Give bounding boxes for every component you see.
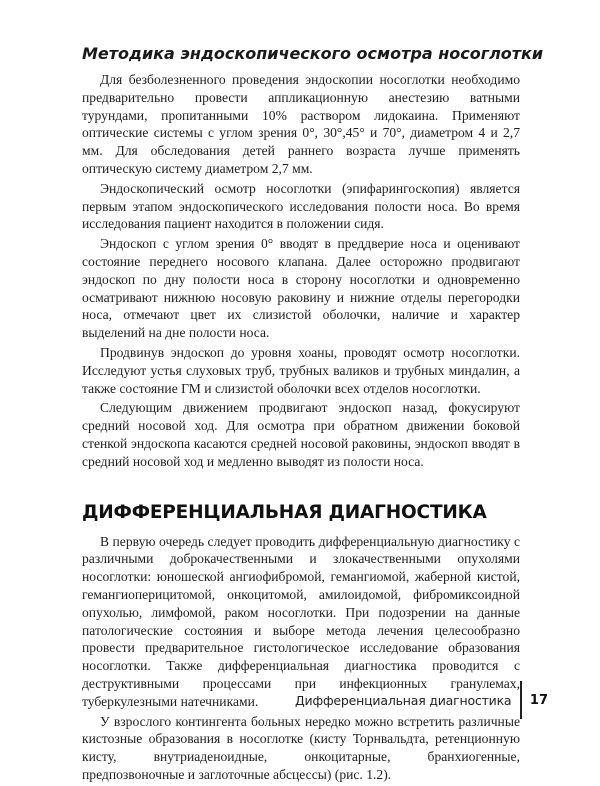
paragraph-middle-meatus: Следующим движением продвигают эндоскоп назад, фокусируют средний носовой ход. Для осмотра при обратном движении боковой стенкой эндоскопа касаются средней носовой раковины, эндоскоп вводят в средний носовой ход и медленно выводят из полости носа. xyxy=(82,400,520,469)
paragraph-anesthesia: Для безболезненного проведения эндоскопии носоглотки необходимо предварительно провести аппликационную анестезию ватными турундами, пропитанными 10% раствором лидокаина. Применяют оптические системы с углом зрения 0°, 30°,45° и 70°, диаметром 4 и 2,7 мм. Для обследования детей раннего возраста лучше применять оптическую систему диаметром 2,7 мм. xyxy=(82,72,520,176)
page-number: 17 xyxy=(529,692,548,708)
subheading: Методика эндоскопического осмотра носоглотки xyxy=(82,44,544,63)
paragraph-epipharyngoscopy: Эндоскопический осмотр носоглотки (эпифарингоскопия) является первым этапом эндоскопического исследования полости носа. Во время исследования пациент находится в положении сидя. xyxy=(82,180,520,232)
running-title: Дифференциальная диагностика xyxy=(294,692,512,708)
page-footer xyxy=(295,681,548,719)
paragraph-endoscope-insertion: Эндоскоп с углом зрения 0° вводят в преддверие носа и оценивают состояние переднего носового клапана. Далее осторожно продвигают эндоскоп по дну полости носа в сторону носоглотки и одновременно осматривают нижнюю носовую раковину и нижние отделы перегородки носа, отмечают цвет их слизистой оболочки, наличие и характер выделений на дне полости носа. xyxy=(82,236,520,341)
section-title: ДИФФЕРЕНЦИАЛЬНАЯ ДИАГНОСТИКА xyxy=(82,501,487,523)
paragraph-nasopharynx-exam: Продвинув эндоскоп до уровня хоаны, проводят осмотр носоглотки. Исследуют устья слуховых труб, трубных валиков и трубных миндалин, а также состояние ГМ и слизистой оболочки всех отделов носоглотки. xyxy=(82,344,520,396)
paragraph-differential-tumors: В первую очередь следует проводить дифференциальную диагностику с различными доброкачественными и злокачественными опухолями носоглотки: юношеской ангиофибромой, гемангиомой, жаберной кистой, гемангиоперицитомой, онкоцитомой, амилоидомой, фибромиксоидной опухолью, лимфомой, раком носоглотки. При подозрении на данные патологические состояния и выборе метода лечения целесообразно провести предварительное гистологическое исследование образования носоглотки. Также дифференциальная диагностика проводится с деструктивными процессами при инфекционных гранулемах, туберкулезными натечниками. xyxy=(82,533,520,709)
paragraph-cystic-lesions: У взрослого контингента больных нередко можно встретить различные кистозные образования в носоглотке (кисту Торнвальдта, ретенционную кисту, внутриаденоидные, онкоцитарные, бранхиогенные, предпозвоночные и заглоточные абсцессы) (рис. 1.2). xyxy=(82,713,520,782)
